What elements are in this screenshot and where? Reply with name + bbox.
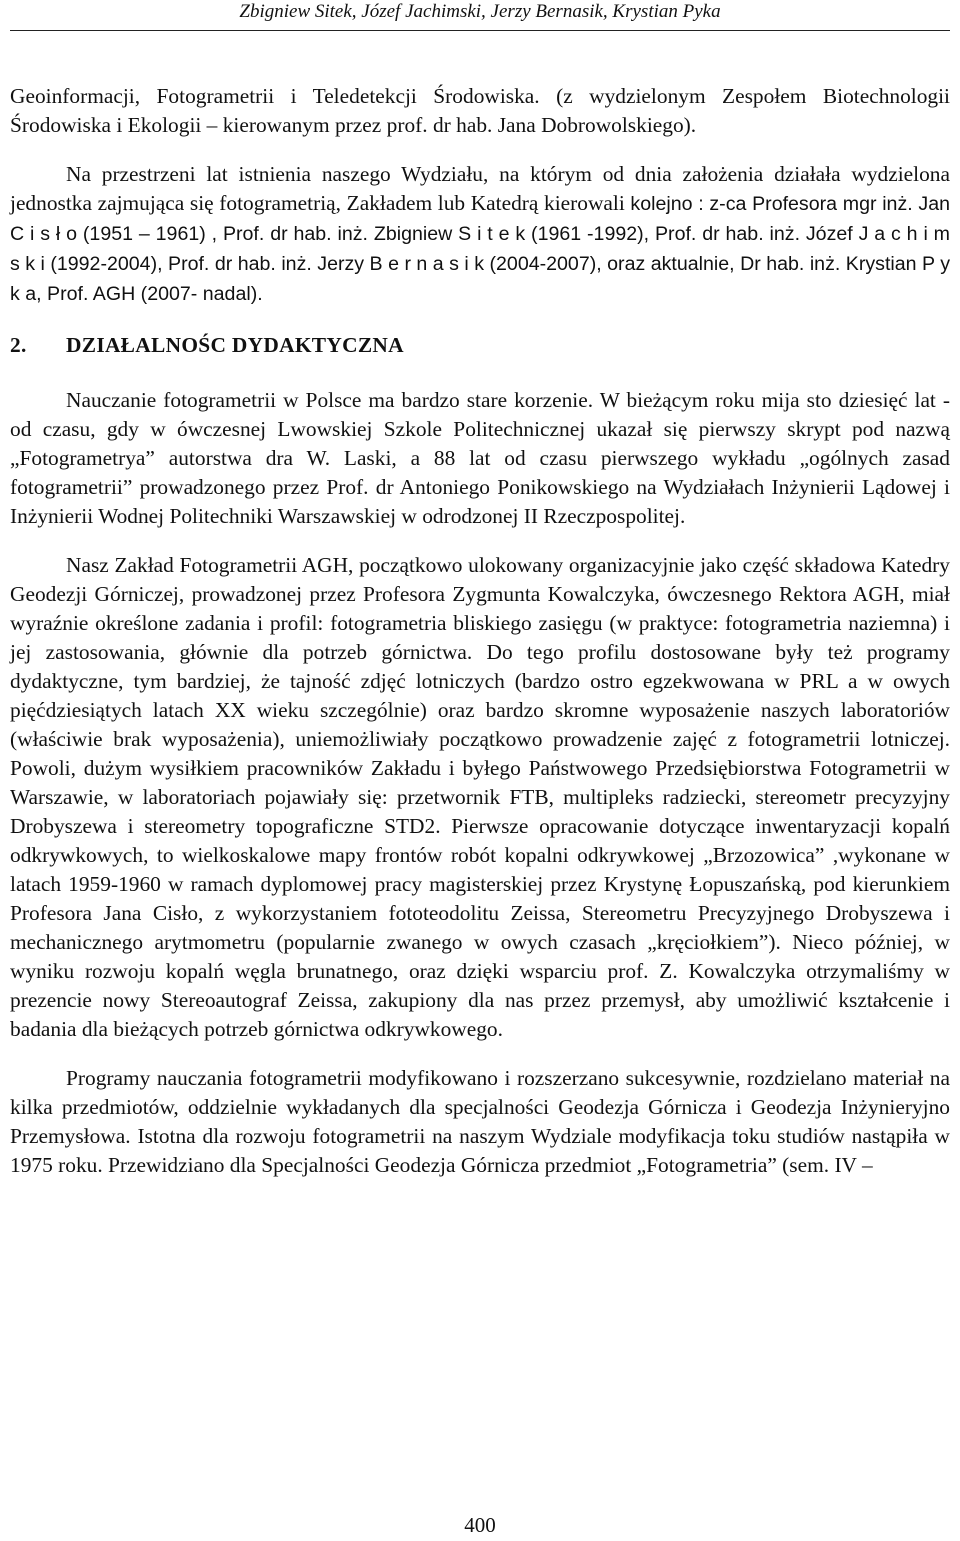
paragraph-text: Na przestrzeni lat istnienia naszego Wydziału, na którym od dnia założenia działała wydzielona jednostka zajmująca się fotogrametrią, Zakładem lub Katedrą kierowali: [10, 162, 950, 215]
page-number: 400: [464, 1513, 496, 1537]
paragraph-curriculum: Programy nauczania fotogrametrii modyfikowano i rozszerzano sukcesywnie, rozdzielano materiał na kilka przedmiotów, oddzielnie wykładanych dla specjalności Geodezja Górnicza i Geodezja Inżynieryjno Przemysłowa. Istotna dla rozwoju fotogrametrii na naszym Wydziale modyfikacja toku studiów nastąpiła w 1975 roku. Przewidziano dla Specjalności Geodezja Górnicza przedmiot „Fotogrametria” (sem. IV –: [10, 1066, 950, 1177]
paragraph-teaching-history: Nauczanie fotogrametrii w Polsce ma bardzo stare korzenie. W bieżącym roku mija sto dziesięć lat - od czasu, gdy w ówczesnej Lwowskiej Szkole Politechnicznej ukazał się pierwszy skrypt pod nazwą „Fotogrametrya” autorstwa dra W. Laski, a 88 lat od czasu pierwszego wykładu „ogólnych zasad fotogrametrii” prowadzonego przez Prof. dr Antoniego Ponikowskiego na Wydziałach Inżynierii Lądowej i Inżynierii Wodnej Politechniki Warszawskiej w odrodzonej II Rzeczpospolitej.: [10, 388, 950, 528]
section-title: DZIAŁALNOŚC DYDAKTYCZNA: [66, 333, 404, 357]
running-header: Zbigniew Sitek, Józef Jachimski, Jerzy Bernasik, Krystian Pyka: [10, 0, 950, 31]
paragraph-text-sans: kolejno : z-ca Profesora mgr inż. Jan C i s ł o (1951 – 1961) , Prof. dr hab. inż. Zbigniew S i t e k (1961 -1992), Prof. dr hab. inż. Józef J a c h i m s k i (1992-2004), Prof. dr hab. inż. Jerzy B e r n a s i k (2004-2007), oraz aktualnie, Dr hab. inż. Krystian P y k a, Prof. AGH (2007- nadal).: [10, 193, 950, 305]
paragraph-photogrammetry-department: Nasz Zakład Fotogrametrii AGH, początkowo ulokowany organizacyjnie jako część składowa Katedry Geodezji Górniczej, prowadzonej przez Profesora Zygmunta Kowalczyka, ówczesnego Rektora AGH, miał wyraźnie określone zadania i profil: fotogrametria bliskiego zasięgu (w praktyce: fotogrametria naziemna) i jej zastosowania, głównie dla potrzeb górnictwa. Do tego profilu dostosowane były też programy dydaktyczne, tym bardziej, że tajność zdjęć lotniczych (bardzo ostro egzekwowana w PRL a w owych pięćdziesiątych latach XX wieku szczególnie) oraz bardzo skromne wyposażenie naszych laboratoriów (właściwie brak wyposażenia), uniemożliwiały początkowo prowadzenie zajęć z fotogrametrii lotniczej. Powoli, dużym wysiłkiem pracowników Zakładu i byłego Państwowego Przedsiębiorstwa Fotogrametrii w Warszawie, w laboratoriach pojawiały się: przetwornik FTB, multipleks radziecki, stereometr precyzyjny Drobyszewa i stereometry topograficzne STD2. Pierwsze opracowanie dotyczące inwentaryzacji kopalń odkrywkowych, to wielkoskalowe mapy frontów robót kopalni odkrywkowej „Brzozowica” ,wykonane w latach 1959-1960 w ramach dyplomowej pracy magisterskiej przez Krystynę Łopuszańską, pod kierunkiem Profesora Jana Cisło, z wykorzystaniem fototeodolitu Zeissa, Stereometru Precyzyjnego Drobyszewa i mechanicznego arytmometru (popularnie zwanego w owych czasach „kręciołkiem”). Nieco później, w wyniku rozwoju kopalń węgla brunatnego, oraz dzięki wsparciu prof. Z. Kowalczyka otrzymaliśmy w prezencie nowy Stereoautograf Zeissa, zakupiony dla nas przez przemysł, aby umożliwić kształcenie i badania dla bieżących potrzeb górnictwa odkrywkowego.: [10, 553, 950, 1041]
document-body: [10, 82, 950, 1180]
paragraph-continuation: Geoinformacji, Fotogrametrii i Teledetekcji Środowiska. (z wydzielonym Zespołem Biotechnologii Środowiska i Ekologii – kierowanym przez prof. dr hab. Jana Dobrowolskiego).: [10, 84, 950, 137]
section-heading: [10, 331, 950, 360]
paragraph-heads-of-department: [10, 160, 950, 309]
section-number: 2.: [10, 333, 27, 357]
